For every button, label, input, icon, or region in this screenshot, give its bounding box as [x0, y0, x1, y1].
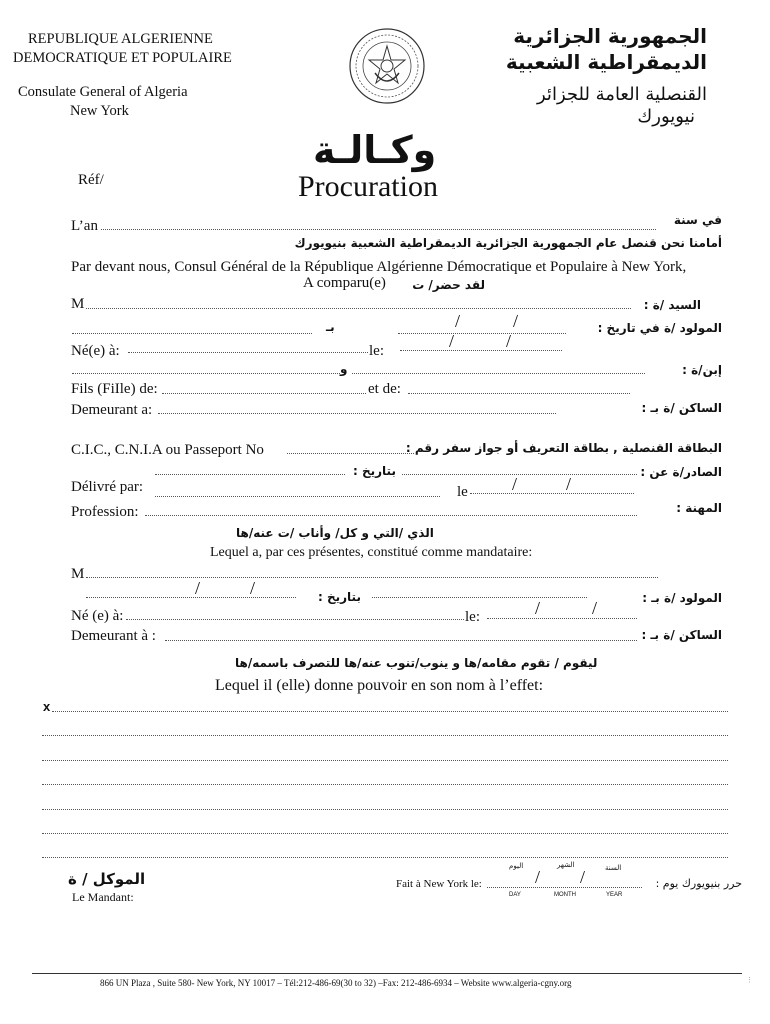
republic-name-line2: DEMOCRATIQUE ET POPULAIRE	[13, 50, 232, 66]
agent-birthplace-label-arabic: المولود /ة بـ :	[642, 591, 722, 605]
birthdate-label-arabic: المولود /ة في تاريخ :	[597, 321, 722, 335]
birthplace-arabic-label: بـ	[326, 320, 335, 334]
purpose-line[interactable]	[42, 809, 728, 810]
issuer-label-arabic: الصادر/ة عن :	[640, 465, 722, 479]
birthdate-le-label: le:	[369, 343, 384, 359]
arabic-consulate-city: نيويورك	[637, 106, 695, 127]
title-french: Procuration	[298, 170, 438, 203]
birthplace-field[interactable]	[128, 352, 368, 353]
purpose-line[interactable]	[42, 857, 728, 858]
republic-name-line1: REPUBLIQUE ALGERIENNE	[28, 31, 213, 47]
intro-arabic: أمامنا نحن قنصل عام الجمهورية الجزائرية الديمقراطية الشعبية بنيويورك	[294, 236, 722, 250]
principal-name-label-arabic: السيد /ة :	[643, 298, 701, 312]
filiation-label: Fils (FiIle) de:	[71, 381, 158, 397]
date-separator: /	[195, 578, 201, 598]
consulate-city: New York	[70, 103, 129, 119]
date-separator: /	[512, 474, 518, 494]
purpose-line[interactable]	[42, 784, 728, 785]
agent-birthdate-arabic-field[interactable]	[86, 597, 296, 598]
issuer-field[interactable]	[155, 496, 440, 497]
purpose-line[interactable]	[42, 760, 728, 761]
agent-name-field[interactable]	[86, 577, 658, 578]
agent-m-label: M	[71, 566, 85, 582]
agent-birthdate-field[interactable]	[487, 618, 637, 619]
day-label: DAY	[509, 892, 521, 898]
done-at-label: Fait à New York le:	[396, 878, 482, 890]
agent-residence-field[interactable]	[165, 640, 637, 641]
arabic-republic-line1: الجمهورية الجزائرية	[513, 24, 707, 48]
signature-date-field[interactable]	[487, 887, 642, 888]
appeared-label: A comparu(e)	[303, 275, 386, 291]
purpose-line[interactable]	[42, 735, 728, 736]
id-document-field[interactable]	[287, 453, 414, 454]
year-label: L’an	[71, 218, 98, 234]
intro-french: Par devant nous, Consul Général de la République Algérienne Démocratique et Populaire à New York,	[71, 259, 687, 275]
agent-residence-label: Demeurant à :	[71, 628, 156, 644]
mandate-label: Lequel a, par ces présentes, constitué comme mandataire:	[210, 545, 533, 560]
principal-name-field[interactable]	[86, 308, 631, 309]
birthdate-arabic-field[interactable]	[398, 333, 566, 334]
birthplace-label: Né(e) à:	[71, 343, 120, 359]
agent-residence-label-arabic: الساكن /ة بـ :	[641, 628, 722, 642]
day-label-arabic: اليوم	[509, 862, 524, 870]
residence-field[interactable]	[158, 413, 556, 414]
issuer-label: Délivré par:	[71, 479, 144, 495]
consulate-name: Consulate General of Algeria	[18, 84, 188, 100]
month-label-arabic: الشهر	[557, 861, 575, 869]
id-document-label-arabic: البطاقة القنصلية , بطاقة التعريف أو جواز سفر رقم :	[405, 441, 722, 455]
date-separator: /	[513, 311, 519, 331]
birthplace-arabic-field[interactable]	[72, 333, 312, 334]
date-separator: /	[580, 867, 586, 887]
arabic-consulate-name: القنصلية العامة للجزائر	[537, 84, 707, 105]
date-separator: /	[250, 578, 256, 598]
profession-label: Profession:	[71, 504, 139, 520]
id-document-label: C.I.C., C.N.I.A ou Passeport No	[71, 442, 264, 458]
father-field[interactable]	[162, 393, 366, 394]
birthdate-field[interactable]	[400, 350, 562, 351]
purpose-line[interactable]	[52, 711, 728, 712]
mandant-label: Le Mandant:	[72, 890, 134, 904]
filiation-label-arabic: إبن/ة :	[682, 363, 722, 377]
issue-date-label-arabic: بتاريخ :	[353, 464, 396, 478]
mandate-label-arabic: الذي /التي و كل/ وأناب /ت عنه/ها	[236, 526, 434, 540]
x-mark: x	[43, 699, 51, 714]
page-edge-mark: ⋮	[746, 976, 753, 984]
agent-birthplace-field[interactable]	[126, 619, 464, 620]
agent-birthplace-label: Né (e) à:	[71, 608, 124, 624]
algeria-seal-icon	[348, 27, 426, 105]
mother-label: et de:	[368, 381, 401, 397]
date-separator: /	[506, 331, 512, 351]
footer-address: 866 UN Plaza , Suite 580- New York, NY 10017 – Tél:212-486-69(30 to 32) –Fax: 212-486-6934 – Website www.algeria-cgny.org	[100, 978, 572, 988]
date-separator: /	[592, 598, 598, 618]
mother-field[interactable]	[408, 393, 630, 394]
date-separator: /	[566, 474, 572, 494]
year-field[interactable]	[101, 229, 656, 230]
residence-label: Demeurant a:	[71, 402, 153, 418]
date-separator: /	[455, 311, 461, 331]
father-arabic-field[interactable]	[72, 373, 340, 374]
ref-label: Réf/	[78, 172, 104, 188]
power-label: Lequel il (elle) donne pouvoir en son nom à l’effet:	[215, 677, 544, 694]
month-label: MONTH	[554, 892, 576, 898]
date-separator: /	[535, 867, 541, 887]
agent-birthdate-label-arabic: بتاريخ :	[318, 590, 361, 604]
year-label-arabic: السنة	[605, 864, 622, 872]
footer-divider	[32, 973, 742, 974]
issue-date-arabic-field[interactable]	[155, 474, 345, 475]
year-label: YEAR	[606, 892, 623, 898]
residence-label-arabic: الساكن /ة بـ :	[641, 401, 722, 415]
principal-m-label: M	[71, 296, 85, 312]
issue-date-le-label: le	[457, 484, 468, 500]
mandant-label-arabic: الموكل / ة	[68, 870, 146, 888]
issue-date-field[interactable]	[470, 493, 634, 494]
year-label-arabic: في سنة	[673, 213, 722, 227]
arabic-republic-line2: الديمقراطية الشعبية	[505, 50, 707, 74]
power-label-arabic: ليقوم / تقوم مقامه/ها و ينوب/تنوب عنه/ها للتصرف باسمه/ها	[235, 656, 598, 670]
profession-label-arabic: المهنة :	[676, 501, 722, 515]
date-separator: /	[535, 598, 541, 618]
mother-arabic-field[interactable]	[352, 373, 645, 374]
agent-birthplace-arabic-field[interactable]	[372, 597, 587, 598]
done-at-label-arabic: حرر بنيويورك يوم :	[655, 877, 742, 890]
appeared-label-arabic: لقد حضر/ ت	[412, 278, 485, 292]
profession-field[interactable]	[145, 515, 637, 516]
date-separator: /	[449, 331, 455, 351]
agent-birthdate-le-label: le:	[465, 609, 480, 625]
issuer-arabic-field[interactable]	[402, 474, 637, 475]
title-arabic: وكـالـة	[313, 128, 437, 172]
purpose-line[interactable]	[42, 833, 728, 834]
filiation-and-arabic: و	[340, 362, 348, 376]
